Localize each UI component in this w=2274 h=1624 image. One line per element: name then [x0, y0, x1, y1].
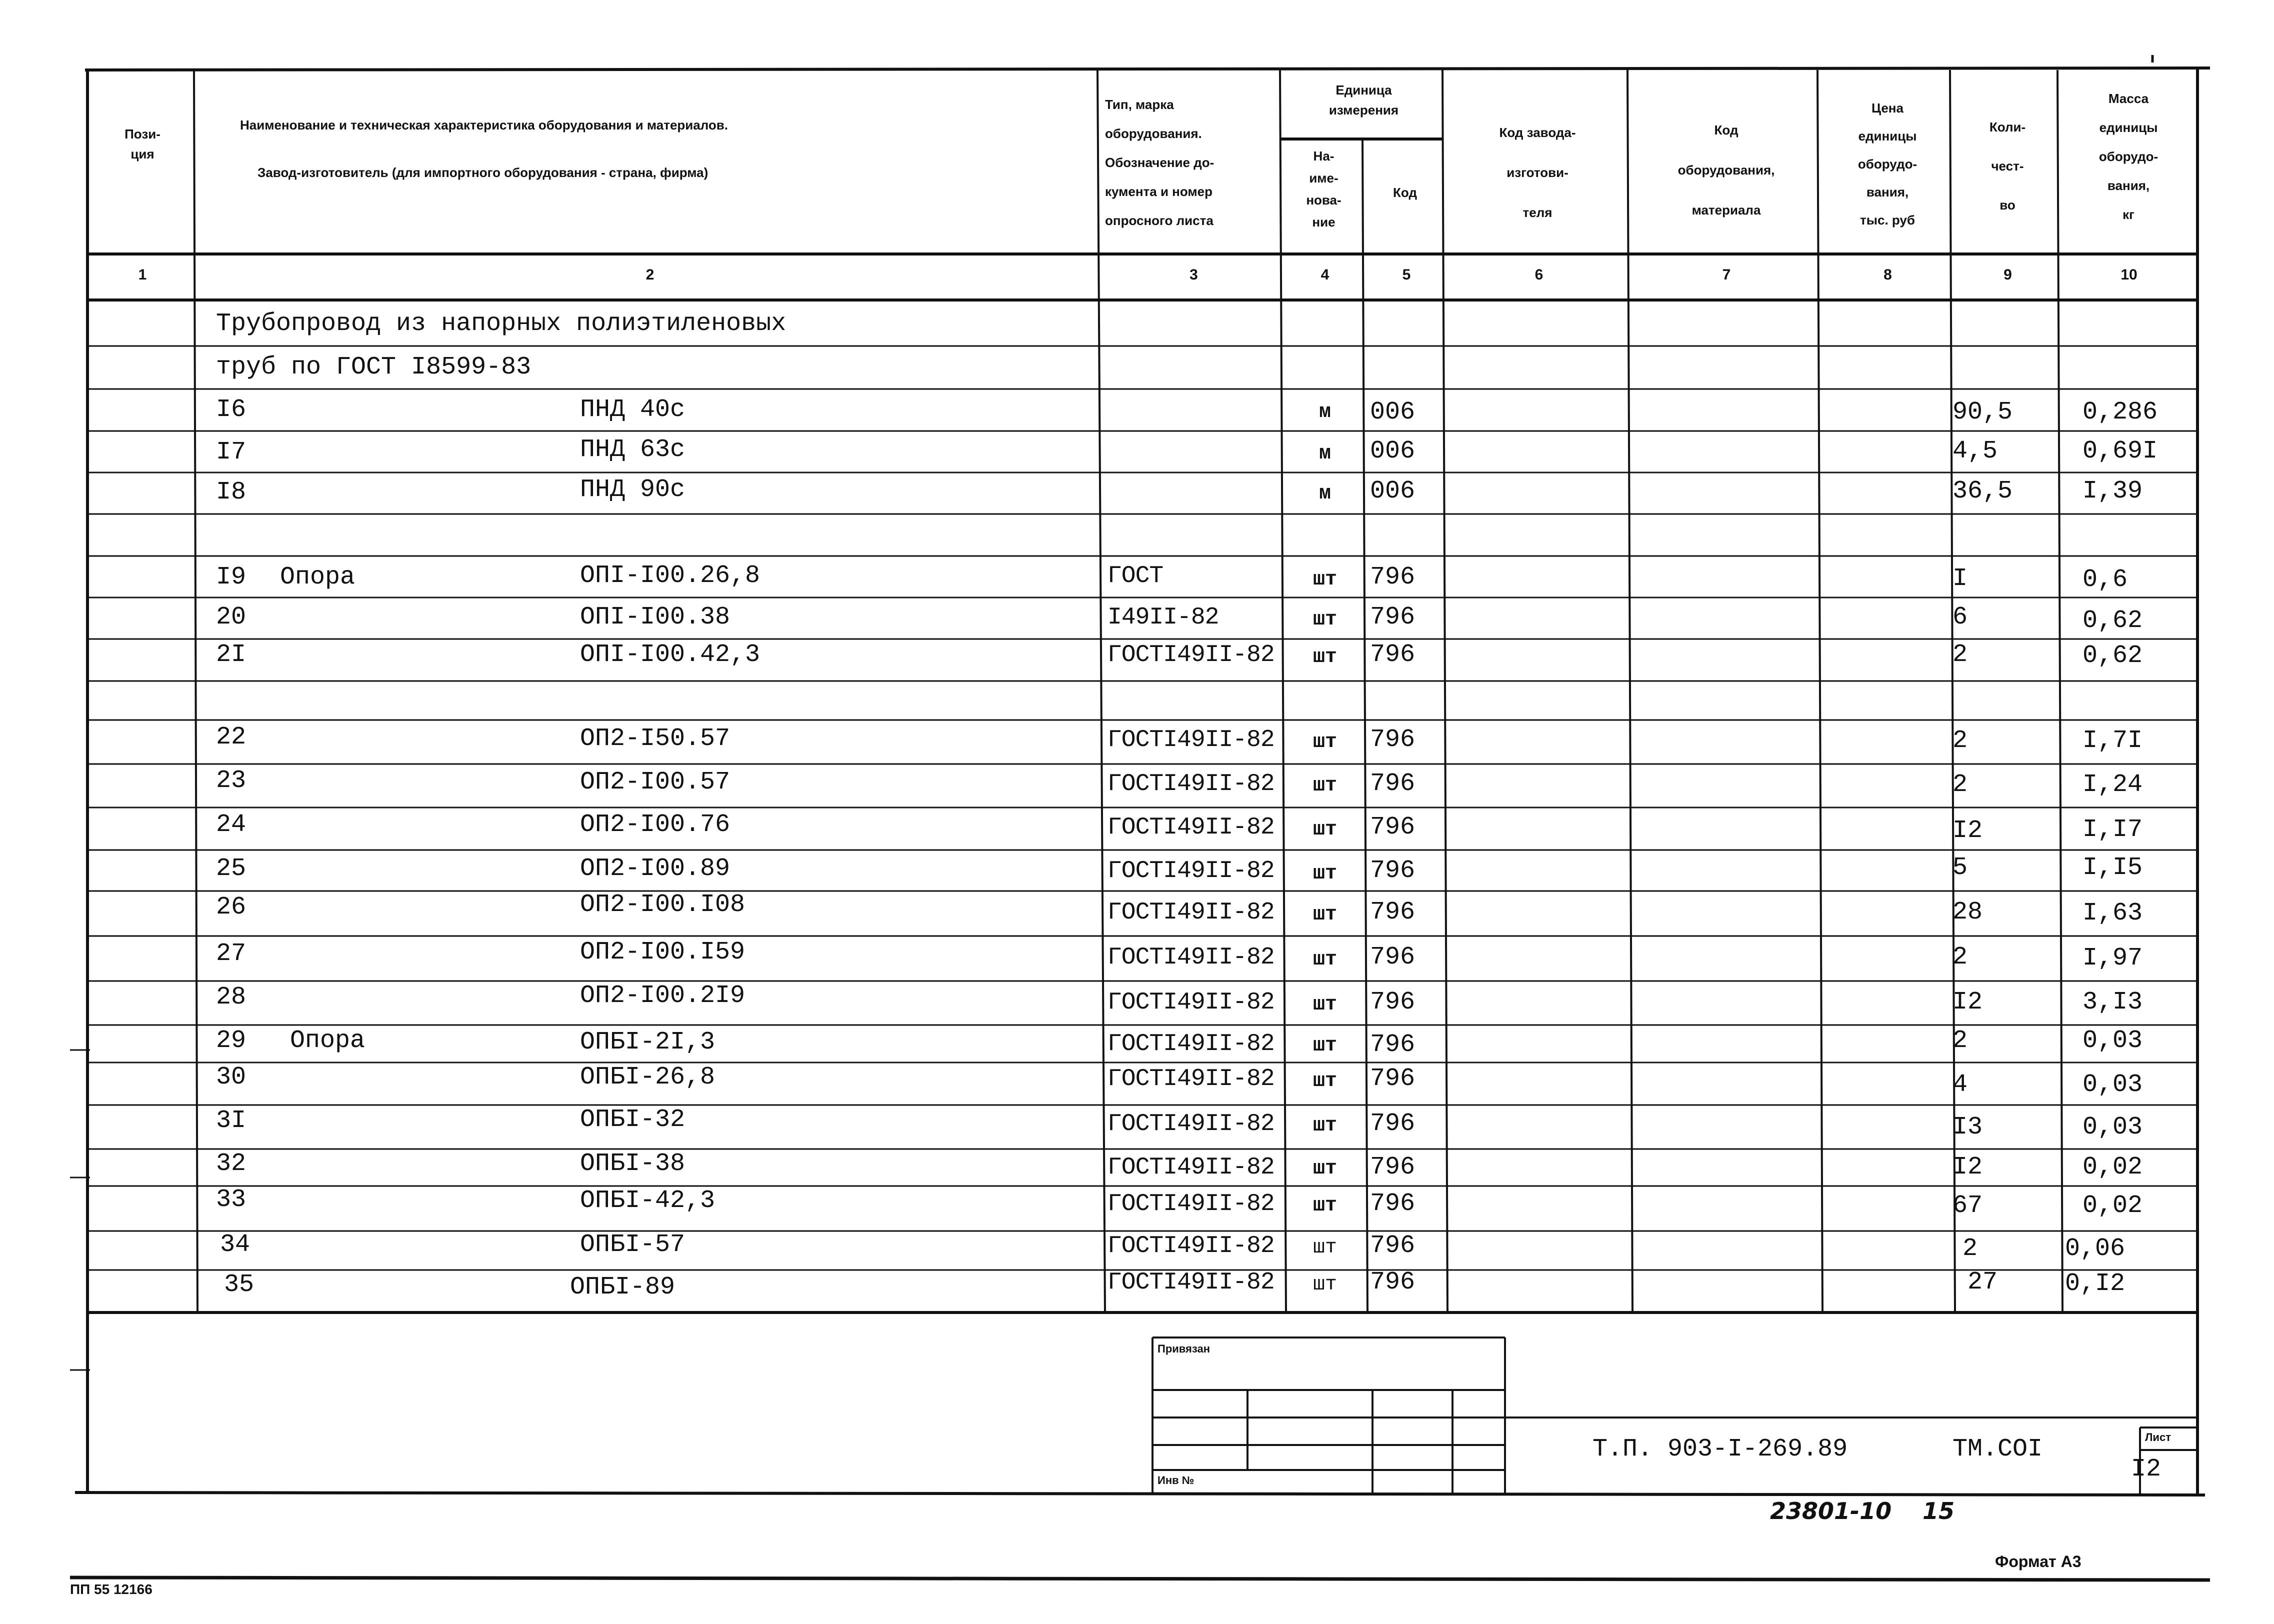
row-position: 3I — [216, 1106, 246, 1135]
row-mass: 0,02 — [2082, 1153, 2143, 1182]
header-unit-name: На- име- нова- ние — [1306, 148, 1342, 230]
column-number-4: 4 — [1320, 266, 1330, 283]
row-position: 27 — [216, 940, 246, 968]
row-quantity: 27 — [1968, 1268, 1998, 1296]
row-unit-code: 796 — [1370, 1232, 1416, 1260]
row-document: ГОСТI49II-82 — [1108, 1110, 1274, 1138]
row-quantity: 2 — [1952, 640, 1968, 669]
header-type-doc: Тип, марка оборудования. Обозначение до- кумента и номер опросного листа — [1105, 97, 1214, 228]
row-unit: шт — [1312, 1158, 1337, 1180]
row-quantity: 2 — [1962, 1234, 1978, 1263]
column-number-7: 7 — [1722, 266, 1731, 283]
row-unit: м — [1318, 401, 1331, 424]
row-unit: шт — [1312, 731, 1337, 754]
column-number-9: 9 — [2004, 266, 2012, 283]
row-document: ГОСТI49II-82 — [1108, 1232, 1274, 1260]
row-unit-code: 796 — [1370, 726, 1416, 754]
row-mass: I,7I — [2082, 726, 2143, 755]
row-unit-code: 006 — [1370, 437, 1416, 466]
row-document: ГОСТI49II-82 — [1108, 642, 1274, 668]
row-unit: шт — [1312, 1274, 1337, 1296]
row-unit: шт — [1312, 862, 1337, 885]
row-mark: ОПБI-32 — [580, 1106, 686, 1134]
row-unit: шт — [1312, 948, 1337, 971]
row-position: 25 — [216, 854, 246, 883]
row-unit-code: 796 — [1370, 813, 1416, 842]
row-mark: ПНД 63с — [580, 436, 686, 464]
row-mass: 0,6 — [2082, 566, 2128, 594]
row-quantity: I2 — [1952, 988, 1983, 1016]
section-title-line1: Трубопровод из напорных полиэтиленовых — [216, 310, 786, 338]
row-position: 29 — [216, 1026, 246, 1055]
row-mark: ОПБI-42,3 — [580, 1186, 716, 1215]
row-position: 28 — [216, 983, 246, 1012]
row-position: I8 — [216, 478, 246, 506]
row-unit-code: 796 — [1370, 1190, 1416, 1218]
row-mass: 0,62 — [2082, 606, 2143, 635]
row-position: I6 — [216, 396, 246, 424]
row-unit-code: 796 — [1370, 603, 1416, 632]
row-mark: ОПI-I00.26,8 — [580, 562, 760, 590]
row-document: ГОСТI49II-82 — [1108, 1066, 1274, 1092]
row-unit-code: 796 — [1370, 1064, 1416, 1093]
row-position: I9 — [216, 563, 246, 592]
row-position: 2I — [216, 640, 246, 669]
row-mark: ОПБI-2I,3 — [580, 1028, 716, 1056]
row-position: 20 — [216, 603, 246, 632]
row-position: 26 — [216, 893, 246, 922]
row-unit: м — [1318, 482, 1331, 505]
row-mass: 0,69I — [2082, 437, 2158, 466]
row-unit-code: 796 — [1370, 640, 1416, 669]
column-number-8: 8 — [1884, 266, 1892, 283]
row-document: ГОСТI49II-82 — [1108, 1154, 1274, 1181]
row-mark: ОП2-I00.89 — [580, 854, 730, 883]
row-unit: шт — [1312, 904, 1337, 926]
row-title: Опора — [280, 563, 356, 592]
row-mark: ОПБI-57 — [580, 1230, 686, 1259]
row-mass: I,I7 — [2082, 816, 2143, 844]
row-mark: ОП2-I00.76 — [580, 810, 730, 839]
row-mark: ОП2-I00.57 — [580, 768, 730, 796]
row-document: ГОСТI49II-82 — [1108, 1190, 1274, 1218]
header-quantity: Коли- чест- во — [1989, 120, 2026, 212]
row-mark: ОПI-I00.42,3 — [580, 640, 760, 669]
row-unit: шт — [1312, 646, 1337, 668]
row-mark: ПНД 90с — [580, 476, 686, 504]
row-quantity: 2 — [1952, 770, 1968, 799]
row-mass: 0,06 — [2065, 1234, 2126, 1263]
column-number-2: 2 — [646, 266, 654, 283]
header-name-line2: Завод-изготовитель (для импортного оборудования - страна, фирма) — [258, 165, 708, 180]
row-mass: I,97 — [2082, 944, 2143, 972]
row-mark: ПНД 40с — [580, 396, 686, 424]
handwritten-page-number: 15 — [1922, 1498, 1955, 1524]
row-position: 23 — [216, 766, 246, 795]
row-unit: шт — [1312, 774, 1337, 797]
row-mass: I,24 — [2082, 770, 2143, 799]
row-mark: ОП2-I50.57 — [580, 724, 730, 753]
header-material-code: Код оборудования, материала — [1678, 122, 1775, 218]
row-document: ГОСТI49II-82 — [1108, 989, 1274, 1016]
stamp-privyazan-label: Привязан — [1158, 1342, 1210, 1355]
header-name-line1: Наименование и техническая характеристика оборудования и материалов. — [240, 118, 728, 132]
header-unit-mass: Масса единицы оборудо- вания, кг — [2098, 91, 2158, 222]
row-document: ГОСТ — [1108, 562, 1164, 590]
row-unit: шт — [1312, 1194, 1337, 1217]
section-title-line2: труб по ГОСТ I8599-83 — [216, 353, 532, 382]
row-unit: шт — [1312, 1236, 1337, 1259]
stamp-sheet-number: I2 — [2131, 1455, 2162, 1484]
row-unit: шт — [1312, 1034, 1337, 1057]
row-unit-code: 796 — [1370, 898, 1416, 926]
row-position: 24 — [216, 810, 246, 839]
row-document: ГОСТI49II-82 — [1108, 1269, 1274, 1296]
header-unit-group: Единица измерения — [1328, 82, 1399, 118]
row-mass: I,63 — [2082, 899, 2143, 928]
row-unit: шт — [1312, 1070, 1337, 1092]
row-quantity: I3 — [1952, 1113, 1983, 1142]
row-quantity: I2 — [1952, 1153, 1983, 1182]
row-mass: 0,03 — [2082, 1026, 2143, 1055]
row-mass: 3,I3 — [2082, 988, 2143, 1016]
header-position: Пози- ция — [124, 126, 160, 162]
row-unit: м — [1318, 442, 1331, 465]
row-unit-code: 796 — [1370, 1030, 1416, 1059]
row-unit-code: 006 — [1370, 398, 1416, 426]
row-quantity: 67 — [1952, 1192, 1983, 1220]
row-unit: шт — [1312, 568, 1337, 591]
row-quantity: 4,5 — [1952, 437, 1998, 466]
row-mass: 0,03 — [2082, 1113, 2143, 1142]
row-mark: ОП2-I00.I08 — [580, 890, 746, 919]
row-document: ГОСТI49II-82 — [1108, 814, 1274, 841]
row-quantity: I — [1952, 564, 1968, 593]
row-quantity: 2 — [1952, 943, 1968, 972]
column-number-5: 5 — [1402, 266, 1411, 283]
row-title: Опора — [290, 1026, 366, 1055]
column-number-3: 3 — [1190, 266, 1198, 283]
row-position: 32 — [216, 1150, 246, 1178]
stamp-sheet-label: Лист — [2145, 1431, 2171, 1444]
row-document: ГОСТI49II-82 — [1108, 899, 1274, 926]
row-quantity: I2 — [1952, 816, 1983, 845]
row-unit: шт — [1312, 994, 1337, 1016]
row-mass: 0,03 — [2082, 1070, 2143, 1099]
row-position: 33 — [216, 1186, 246, 1214]
row-quantity: 2 — [1952, 726, 1968, 755]
row-mark: ОПБI-38 — [580, 1150, 686, 1178]
row-unit-code: 006 — [1370, 477, 1416, 506]
row-unit-code: 796 — [1370, 943, 1416, 972]
stamp-designation: Т.П. 903-I-269.89 — [1592, 1435, 1848, 1464]
row-mass: 0,62 — [2082, 642, 2143, 670]
row-mark: ОП2-I00.2I9 — [580, 982, 746, 1010]
stamp-doc-code: ТМ.СОI — [1952, 1435, 2043, 1464]
row-unit-code: 796 — [1370, 1110, 1416, 1138]
row-mark: ОП2-I00.I59 — [580, 938, 746, 966]
row-mark: ОПБI-89 — [570, 1273, 676, 1302]
row-unit-code: 796 — [1370, 563, 1416, 592]
handwritten-archive-code: 23801-10 — [1770, 1498, 1892, 1524]
row-unit-code: 796 — [1370, 770, 1416, 798]
row-quantity: 36,5 — [1952, 477, 2013, 506]
row-document: ГОСТI49II-82 — [1108, 726, 1274, 754]
row-position: 35 — [224, 1270, 254, 1299]
row-position: 22 — [216, 723, 246, 752]
row-mass: I,I5 — [2082, 854, 2143, 882]
row-unit: шт — [1312, 818, 1337, 841]
row-mark: ОПI-I00.38 — [580, 603, 730, 632]
row-unit-code: 796 — [1370, 856, 1416, 885]
row-document: ГОСТI49II-82 — [1108, 1030, 1274, 1058]
row-document: ГОСТI49II-82 — [1108, 944, 1274, 971]
stamp-inv-no-label: Инв № — [1158, 1474, 1194, 1486]
row-unit-code: 796 — [1370, 1268, 1416, 1296]
header-unit-code: Код — [1393, 185, 1417, 200]
paper-format-label: Формат А3 — [1995, 1552, 2082, 1570]
row-mass: 0,I2 — [2065, 1270, 2126, 1298]
row-quantity: 2 — [1952, 1026, 1968, 1055]
row-quantity: 5 — [1952, 854, 1968, 882]
row-quantity: 4 — [1952, 1070, 1968, 1099]
column-number-1: 1 — [138, 266, 147, 283]
row-mass: 0,286 — [2082, 398, 2158, 426]
row-quantity: 6 — [1952, 603, 1968, 632]
row-quantity: 28 — [1952, 898, 1983, 926]
print-mark: ПП 55 12166 — [70, 1582, 152, 1597]
row-mass: I,39 — [2082, 477, 2143, 506]
row-document: ГОСТI49II-82 — [1108, 770, 1274, 798]
row-unit-code: 796 — [1370, 988, 1416, 1016]
column-number-10: 10 — [2120, 266, 2138, 283]
row-quantity: 90,5 — [1952, 398, 2013, 426]
column-number-6: 6 — [1534, 266, 1544, 283]
row-position: 30 — [216, 1063, 246, 1092]
row-mass: 0,02 — [2082, 1192, 2143, 1220]
row-document: I49II-82 — [1108, 604, 1219, 631]
row-position: 34 — [220, 1230, 250, 1259]
row-unit: шт — [1312, 608, 1337, 631]
header-factory-code: Код завода- изготови- теля — [1499, 125, 1576, 220]
row-unit-code: 796 — [1370, 1153, 1416, 1182]
row-position: I7 — [216, 438, 246, 466]
row-mark: ОПБI-26,8 — [580, 1063, 716, 1092]
row-document: ГОСТI49II-82 — [1108, 858, 1274, 884]
row-unit: шт — [1312, 1114, 1337, 1137]
header-unit-price: Цена единицы оборудо- вания, тыс. руб — [1858, 100, 1918, 228]
